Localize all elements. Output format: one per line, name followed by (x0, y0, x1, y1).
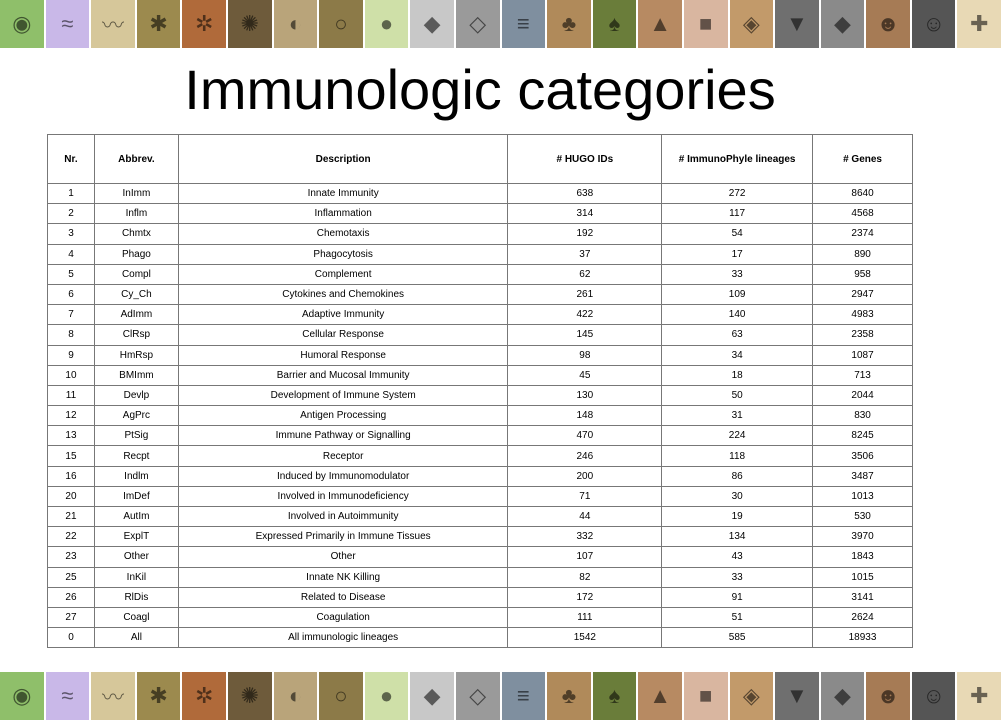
cell-lineages: 224 (662, 426, 813, 446)
cell-hugo-ids: 98 (508, 345, 662, 365)
cell-nr: 5 (48, 264, 95, 284)
cell-description: Induced by Immunomodulator (178, 466, 508, 486)
cow-icon: ▲ (638, 672, 682, 720)
table-row (48, 426, 913, 446)
cell-icon: ◉ (0, 0, 44, 48)
cell-description: Involved in Immunodeficiency (178, 486, 508, 506)
cell-abbrev: InKil (94, 567, 178, 587)
cell-nr: 25 (48, 567, 95, 587)
seaurchin-icon: ✺ (228, 0, 272, 48)
cell-lineages: 63 (662, 325, 813, 345)
bacteria-icon: ≈ (46, 672, 90, 720)
cell-abbrev: Indlm (94, 466, 178, 486)
organism-banner-bottom (0, 672, 989, 720)
cell-hugo-ids: 246 (508, 446, 662, 466)
cell-description: Cytokines and Chemokines (178, 284, 508, 304)
cell-nr: 0 (48, 628, 95, 648)
cell-lineages: 118 (662, 446, 813, 466)
cell-nr: 27 (48, 607, 95, 627)
organism-banner-top (0, 0, 989, 48)
cell-genes: 3970 (813, 527, 913, 547)
table-row (48, 446, 913, 466)
cell-description: Antigen Processing (178, 406, 508, 426)
cell-description: Coagulation (178, 607, 508, 627)
cell-description: All immunologic lineages (178, 628, 508, 648)
table-row (48, 547, 913, 567)
table-header-row (48, 135, 913, 184)
dog-icon: ◈ (730, 672, 774, 720)
table-row (48, 264, 913, 284)
cell-nr: 1 (48, 184, 95, 204)
cell-genes: 958 (813, 264, 913, 284)
cell-abbrev: PtSig (94, 426, 178, 446)
cell-hugo-ids: 71 (508, 486, 662, 506)
cell-abbrev: AgPrc (94, 406, 178, 426)
fish-2-icon: ◇ (456, 0, 500, 48)
cell-lineages: 33 (662, 567, 813, 587)
cell-icon: ◉ (0, 672, 44, 720)
table-row (48, 244, 913, 264)
cell-genes: 2374 (813, 224, 913, 244)
vitruvian-man-icon: ✚ (957, 672, 1001, 720)
header-abbrev: Abbrev. (94, 135, 178, 184)
monkey-icon: ☻ (866, 672, 910, 720)
cell-description: Humoral Response (178, 345, 508, 365)
cell-genes: 1015 (813, 567, 913, 587)
cell-nr: 23 (48, 547, 95, 567)
cell-genes: 1843 (813, 547, 913, 567)
cell-genes: 2624 (813, 607, 913, 627)
cell-lineages: 17 (662, 244, 813, 264)
pig-icon: ■ (684, 672, 728, 720)
table-body (48, 184, 913, 648)
cell-hugo-ids: 62 (508, 264, 662, 284)
pig-icon: ■ (684, 0, 728, 48)
cell-nr: 15 (48, 446, 95, 466)
egg-icon: ● (365, 0, 409, 48)
cell-nr: 21 (48, 507, 95, 527)
fish-icon: ◆ (410, 0, 454, 48)
cell-abbrev: Phago (94, 244, 178, 264)
cell-abbrev: Inflm (94, 204, 178, 224)
cell-nr: 3 (48, 224, 95, 244)
table-row (48, 345, 913, 365)
cell-abbrev: ClRsp (94, 325, 178, 345)
cell-description: Phagocytosis (178, 244, 508, 264)
cell-description: Inflammation (178, 204, 508, 224)
chimpanzee-icon: ☺ (912, 0, 956, 48)
bacteria-icon: ≈ (46, 0, 90, 48)
table-row (48, 587, 913, 607)
vitruvian-man-icon: ✚ (957, 0, 1001, 48)
cell-nr: 10 (48, 365, 95, 385)
table-row (48, 305, 913, 325)
rat-icon: ▼ (775, 0, 819, 48)
cell-genes: 8640 (813, 184, 913, 204)
cell-genes: 1087 (813, 345, 913, 365)
cell-hugo-ids: 261 (508, 284, 662, 304)
cell-genes: 2358 (813, 325, 913, 345)
cell-description: Involved in Autoimmunity (178, 507, 508, 527)
cell-lineages: 54 (662, 224, 813, 244)
cell-description: Adaptive Immunity (178, 305, 508, 325)
cell-lineages: 585 (662, 628, 813, 648)
cell-lineages: 50 (662, 385, 813, 405)
cell-abbrev: ExplT (94, 527, 178, 547)
cell-description: Other (178, 547, 508, 567)
fly-icon: ✲ (182, 672, 226, 720)
table-row (48, 466, 913, 486)
chimpanzee-icon: ☺ (912, 672, 956, 720)
cell-lineages: 31 (662, 406, 813, 426)
cell-description: Barrier and Mucosal Immunity (178, 365, 508, 385)
cell-hugo-ids: 1542 (508, 628, 662, 648)
chicken-icon: ♠ (593, 672, 637, 720)
cell-abbrev: AutIm (94, 507, 178, 527)
table-row (48, 204, 913, 224)
mouse-icon: ◆ (821, 672, 865, 720)
insect-icon: ✱ (137, 0, 181, 48)
table-row (48, 507, 913, 527)
cell-description: Expressed Primarily in Immune Tissues (178, 527, 508, 547)
cell-nr: 20 (48, 486, 95, 506)
cell-nr: 2 (48, 204, 95, 224)
cell-description: Related to Disease (178, 587, 508, 607)
zebrafish-icon: ≡ (502, 0, 546, 48)
cell-abbrev: Other (94, 547, 178, 567)
ring-icon: ○ (319, 672, 363, 720)
table-row (48, 224, 913, 244)
insect-icon: ✱ (137, 672, 181, 720)
cell-description: Complement (178, 264, 508, 284)
table-row (48, 628, 913, 648)
worm-icon: 〰 (91, 672, 135, 720)
cell-hugo-ids: 172 (508, 587, 662, 607)
cell-lineages: 109 (662, 284, 813, 304)
cell-lineages: 117 (662, 204, 813, 224)
cell-genes: 713 (813, 365, 913, 385)
table-row (48, 365, 913, 385)
cell-hugo-ids: 111 (508, 607, 662, 627)
cell-lineages: 86 (662, 466, 813, 486)
cell-lineages: 33 (662, 264, 813, 284)
cell-description: Innate NK Killing (178, 567, 508, 587)
cell-lineages: 51 (662, 607, 813, 627)
cell-hugo-ids: 130 (508, 385, 662, 405)
cell-abbrev: Compl (94, 264, 178, 284)
seaurchin-icon: ✺ (228, 672, 272, 720)
table-row (48, 406, 913, 426)
ring-icon: ○ (319, 0, 363, 48)
cell-hugo-ids: 638 (508, 184, 662, 204)
cell-genes: 3506 (813, 446, 913, 466)
header-nr: Nr. (48, 135, 95, 184)
header-description: Description (178, 135, 508, 184)
cell-genes: 3141 (813, 587, 913, 607)
cell-description: Innate Immunity (178, 184, 508, 204)
cell-lineages: 91 (662, 587, 813, 607)
cell-lineages: 34 (662, 345, 813, 365)
cell-hugo-ids: 44 (508, 507, 662, 527)
cell-description: Development of Immune System (178, 385, 508, 405)
cell-hugo-ids: 470 (508, 426, 662, 446)
cell-abbrev: Coagl (94, 607, 178, 627)
cell-nr: 16 (48, 466, 95, 486)
dog-icon: ◈ (730, 0, 774, 48)
cell-lineages: 19 (662, 507, 813, 527)
cell-hugo-ids: 332 (508, 527, 662, 547)
worm-icon: 〰 (91, 0, 135, 48)
table-row (48, 184, 913, 204)
cell-hugo-ids: 314 (508, 204, 662, 224)
cell-genes: 890 (813, 244, 913, 264)
table-row (48, 486, 913, 506)
rat-icon: ▼ (775, 672, 819, 720)
mouse-icon: ◆ (821, 0, 865, 48)
cell-nr: 12 (48, 406, 95, 426)
cell-hugo-ids: 200 (508, 466, 662, 486)
cell-description: Chemotaxis (178, 224, 508, 244)
cell-hugo-ids: 37 (508, 244, 662, 264)
cell-hugo-ids: 422 (508, 305, 662, 325)
cell-lineages: 272 (662, 184, 813, 204)
cell-lineages: 134 (662, 527, 813, 547)
cell-abbrev: AdImm (94, 305, 178, 325)
cell-nr: 6 (48, 284, 95, 304)
frog-icon: ♣ (547, 672, 591, 720)
header-genes: # Genes (813, 135, 913, 184)
cell-abbrev: InImm (94, 184, 178, 204)
cell-genes: 2947 (813, 284, 913, 304)
cell-lineages: 18 (662, 365, 813, 385)
cell-description: Immune Pathway or Signalling (178, 426, 508, 446)
cell-nr: 9 (48, 345, 95, 365)
table-row (48, 284, 913, 304)
table-row (48, 527, 913, 547)
cell-nr: 13 (48, 426, 95, 446)
cell-genes: 4568 (813, 204, 913, 224)
cell-lineages: 140 (662, 305, 813, 325)
cell-abbrev: Devlp (94, 385, 178, 405)
cell-abbrev: Cy_Ch (94, 284, 178, 304)
categories-table (47, 134, 913, 648)
cell-hugo-ids: 145 (508, 325, 662, 345)
cell-nr: 8 (48, 325, 95, 345)
cell-genes: 18933 (813, 628, 913, 648)
cell-abbrev: RlDis (94, 587, 178, 607)
cell-description: Cellular Response (178, 325, 508, 345)
cell-abbrev: Chmtx (94, 224, 178, 244)
cell-genes: 2044 (813, 385, 913, 405)
cell-genes: 1013 (813, 486, 913, 506)
cell-genes: 4983 (813, 305, 913, 325)
fish-icon: ◆ (410, 672, 454, 720)
table-row (48, 607, 913, 627)
frog-icon: ♣ (547, 0, 591, 48)
cell-genes: 530 (813, 507, 913, 527)
mollusk-icon: ◐ (274, 672, 318, 720)
cell-abbrev: BMImm (94, 365, 178, 385)
header-hugo-ids: # HUGO IDs (508, 135, 662, 184)
header-lineages: # ImmunoPhyle lineages (662, 135, 813, 184)
cell-abbrev: HmRsp (94, 345, 178, 365)
cell-lineages: 30 (662, 486, 813, 506)
cell-genes: 3487 (813, 466, 913, 486)
table-row (48, 385, 913, 405)
zebrafish-icon: ≡ (502, 672, 546, 720)
slide-title: Immunologic categories (184, 58, 776, 121)
mollusk-icon: ◐ (274, 0, 318, 48)
cell-hugo-ids: 148 (508, 406, 662, 426)
cell-nr: 22 (48, 527, 95, 547)
cell-abbrev: Recpt (94, 446, 178, 466)
cell-lineages: 43 (662, 547, 813, 567)
cell-hugo-ids: 45 (508, 365, 662, 385)
table-row (48, 325, 913, 345)
cell-abbrev: ImDef (94, 486, 178, 506)
egg-icon: ● (365, 672, 409, 720)
monkey-icon: ☻ (866, 0, 910, 48)
cell-nr: 4 (48, 244, 95, 264)
cell-abbrev: All (94, 628, 178, 648)
cell-genes: 8245 (813, 426, 913, 446)
cell-description: Receptor (178, 446, 508, 466)
cow-icon: ▲ (638, 0, 682, 48)
chicken-icon: ♠ (593, 0, 637, 48)
table-row (48, 567, 913, 587)
cell-genes: 830 (813, 406, 913, 426)
fish-2-icon: ◇ (456, 672, 500, 720)
cell-hugo-ids: 107 (508, 547, 662, 567)
cell-hugo-ids: 82 (508, 567, 662, 587)
cell-nr: 11 (48, 385, 95, 405)
cell-nr: 7 (48, 305, 95, 325)
cell-nr: 26 (48, 587, 95, 607)
fly-icon: ✲ (182, 0, 226, 48)
cell-hugo-ids: 192 (508, 224, 662, 244)
